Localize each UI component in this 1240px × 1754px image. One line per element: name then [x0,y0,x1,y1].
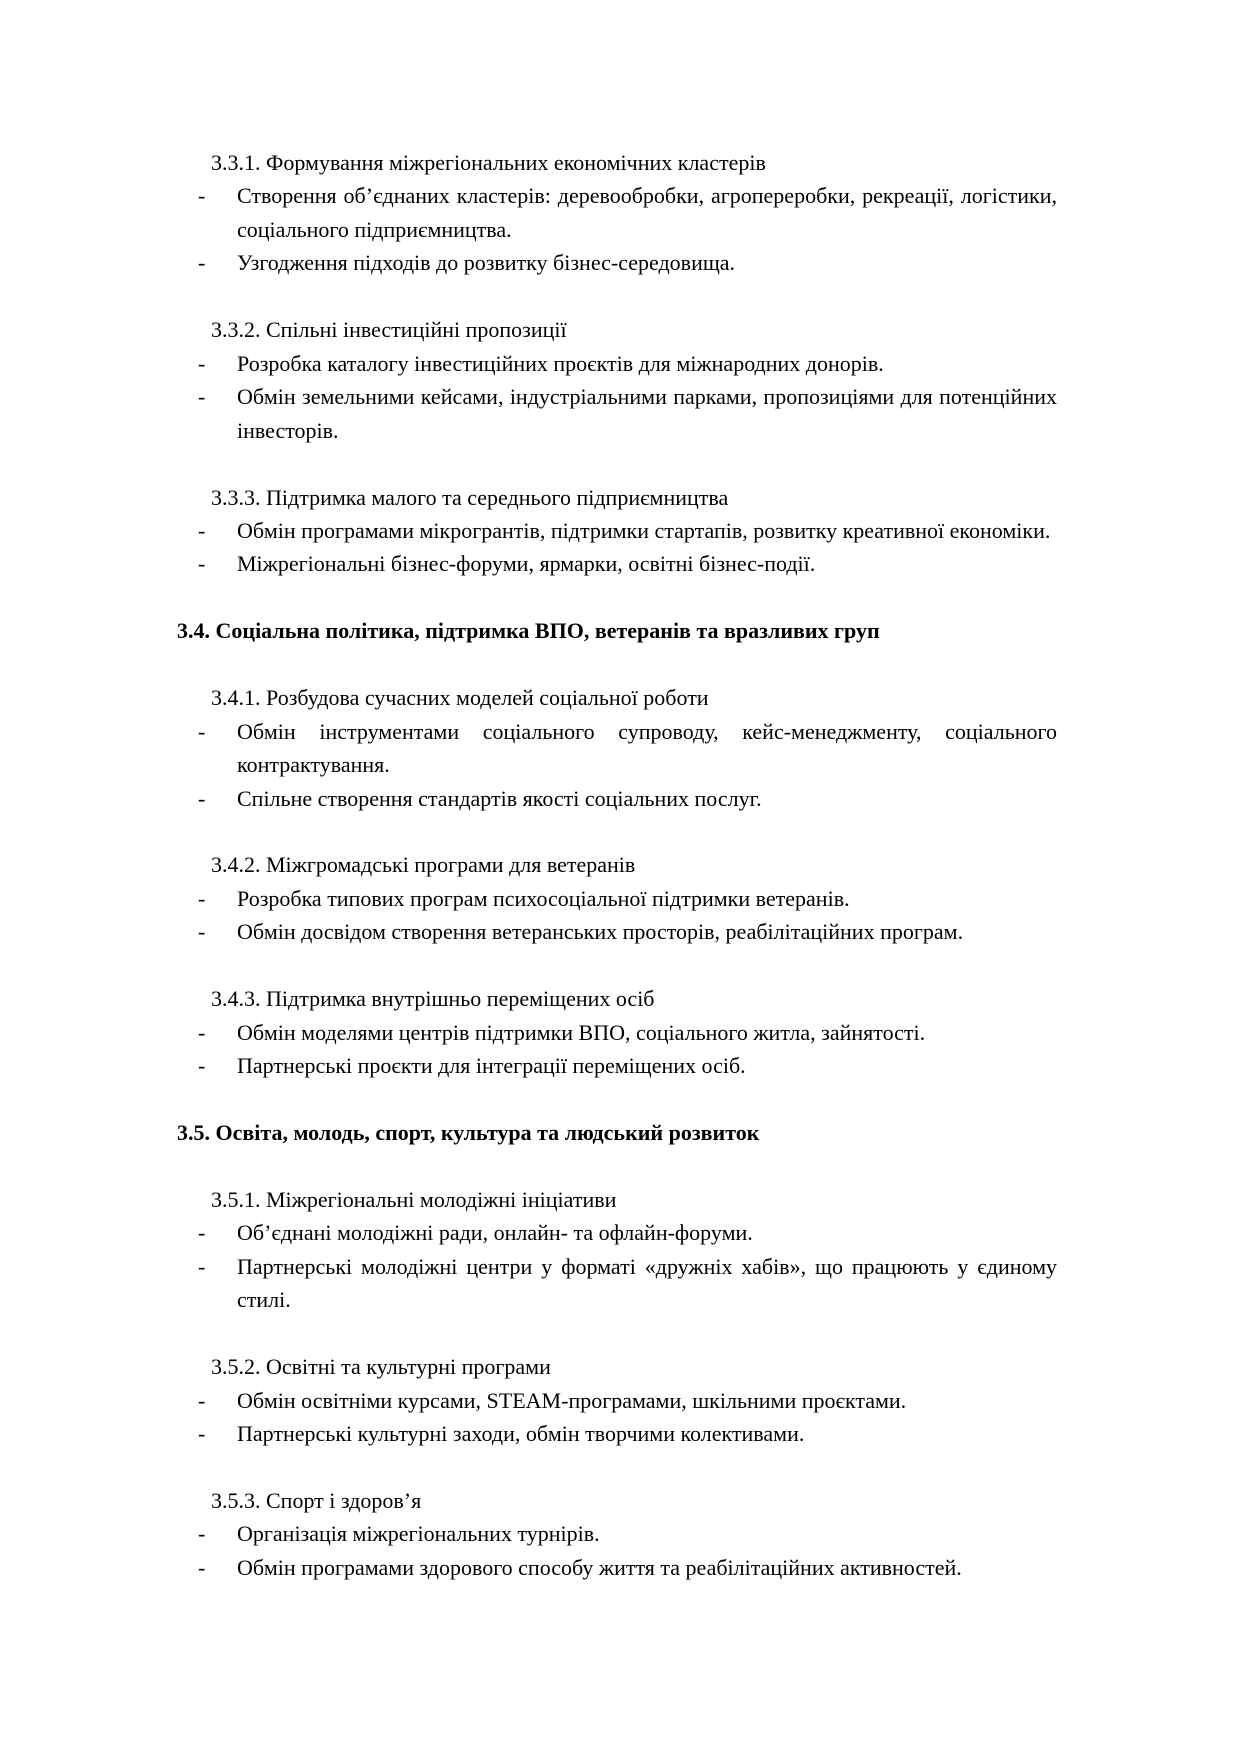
bullet-dash: - [198,183,206,209]
bullet-list [198,1517,1057,1584]
subsection-heading: 3.5.2. Освітні та культурні програми [211,1354,551,1380]
subsection-heading: 3.4.3. Підтримка внутрішньо переміщених осіб [211,986,655,1012]
bullet-list [198,1216,1057,1316]
bullet-dash: - [198,1387,206,1413]
section-heading-3-5: 3.5. Освіта, молодь, спорт, культура та людський розвиток [177,1120,760,1146]
bullet-text: Партнерські молодіжні центри у форматі «дружніх хабів», що працюють у єдиному стилі. [237,1253,1057,1313]
bullet-list [198,1384,1057,1451]
bullet-text: Обмін програмами здорового способу життя та реабілітаційних активностей. [237,1554,962,1580]
bullet-list [198,715,1057,815]
bullet-dash: - [198,1421,206,1447]
bullet-text: Розробка типових програм психосоціальної підтримки ветеранів. [237,885,850,911]
bullet-text: Партнерські проєкти для інтеграції переміщених осіб. [237,1053,746,1079]
bullet-item [198,514,1057,547]
bullet-list [198,179,1057,279]
subsection-heading: 3.3.2. Спільні інвестиційні пропозиції [211,317,567,343]
bullet-item [198,882,1057,915]
bullet-dash: - [198,250,206,276]
bullet-dash: - [198,551,206,577]
bullet-dash: - [198,1253,206,1279]
bullet-text: Міжрегіональні бізнес-форуми, ярмарки, освітні бізнес-події. [237,551,816,577]
section-heading-3-4: 3.4. Соціальна політика, підтримка ВПО, ветеранів та вразливих груп [177,618,880,644]
bullet-dash: - [198,1521,206,1547]
bullet-text: Обмін інструментами соціального супроводу, кейс-менеджменту, соціального контрактування. [237,718,1057,778]
subsection-3-3-2 [177,313,1057,447]
bullet-dash: - [198,885,206,911]
bullet-item [198,915,1057,948]
bullet-item [198,380,1057,447]
subsection-heading: 3.4.2. Міжгромадські програми для ветеранів [211,852,636,878]
bullet-item [198,547,1057,580]
bullet-list [198,1016,1057,1083]
bullet-item [198,1049,1057,1082]
subsection-heading: 3.3.3. Підтримка малого та середнього підприємництва [211,484,729,510]
bullet-item [198,1016,1057,1049]
bullet-text: Створення об’єднаних кластерів: деревообробки, агропереробки, рекреації, логістики, соціального підприємництва. [237,183,1057,242]
bullet-item [198,1517,1057,1550]
subsection-3-5-3 [177,1484,1057,1584]
bullet-dash: - [198,384,206,410]
bullet-dash: - [198,718,206,744]
bullet-item [198,1250,1057,1317]
bullet-dash: - [198,350,206,376]
bullet-text: Обмін досвідом створення ветеранських просторів, реабілітаційних програм. [237,919,964,945]
bullet-dash: - [198,1220,206,1246]
subsection-3-4-2 [177,848,1057,948]
subsection-3-5-2 [177,1350,1057,1450]
bullet-dash: - [198,1019,206,1045]
subsection-3-3-3 [177,481,1057,581]
bullet-item [198,1384,1057,1417]
bullet-dash: - [198,785,206,811]
bullet-text: Організація міжрегіональних турнірів. [237,1521,600,1547]
subsection-3-4-3 [177,982,1057,1082]
bullet-item [198,782,1057,815]
bullet-text: Обмін моделями центрів підтримки ВПО, соціального житла, зайнятості. [237,1019,926,1045]
bullet-item [198,179,1057,246]
subsection-3-5-1 [177,1183,1057,1317]
bullet-list [198,347,1057,447]
bullet-text: Обмін земельними кейсами, індустріальними парками, пропозиціями для потенційних інвесторів. [237,384,1057,443]
bullet-text: Обмін освітніми курсами, STEAM-програмами, шкільними проєктами. [237,1387,907,1413]
subsection-heading: 3.5.1. Міжрегіональні молодіжні ініціативи [211,1186,617,1212]
bullet-list [198,514,1057,581]
bullet-text: Партнерські культурні заходи, обмін творчими колективами. [237,1421,805,1447]
bullet-dash: - [198,517,206,543]
bullet-item [198,246,1057,279]
bullet-text: Розробка каталогу інвестиційних проєктів для міжнародних донорів. [237,350,884,376]
subsection-heading: 3.4.1. Розбудова сучасних моделей соціальної роботи [211,685,709,711]
bullet-item [198,1417,1057,1450]
bullet-dash: - [198,919,206,945]
bullet-text: Спільне створення стандартів якості соціальних послуг. [237,785,762,811]
bullet-dash: - [198,1053,206,1079]
bullet-text: Обмін програмами мікрогрантів, підтримки стартапів, розвитку креативної економіки. [237,517,1051,543]
subsection-heading: 3.3.1. Формування міжрегіональних економічних кластерів [211,150,766,175]
subsection-heading: 3.5.3. Спорт і здоров’я [211,1487,422,1513]
bullet-text: Об’єднані молодіжні ради, онлайн- та офлайн-форуми. [237,1220,753,1246]
bullet-dash: - [198,1554,206,1580]
bullet-item [198,1551,1057,1584]
bullet-item [198,715,1057,782]
bullet-item [198,347,1057,380]
bullet-list [198,882,1057,949]
bullet-item [198,1216,1057,1249]
subsection-3-3-1 [177,146,1057,280]
subsection-3-4-1 [177,681,1057,815]
bullet-text: Узгодження підходів до розвитку бізнес-середовища. [237,250,736,276]
